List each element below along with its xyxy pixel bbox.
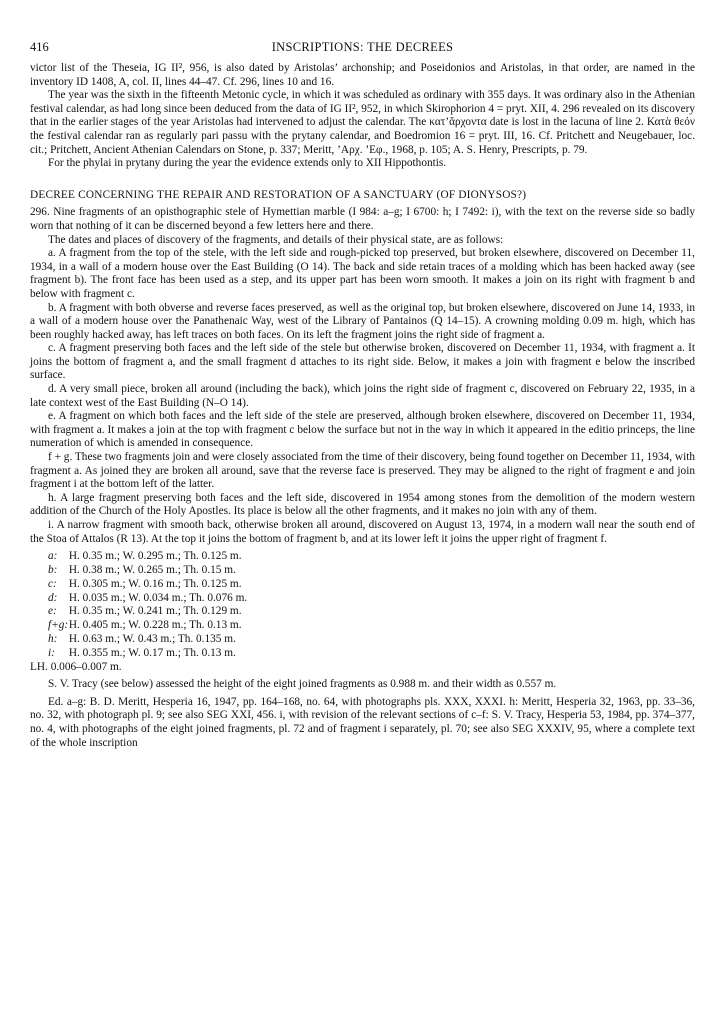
dimensions-list [48, 550, 695, 660]
entry-296-description: 296. Nine fragments of an opisthographic stele of Hymettian marble (I 984: a–g; I 6700: h; I 7492: i), with the text on the reverse side so badly worn that nothing of it can be discerned beyond a few letters here and there. [30, 206, 695, 232]
page [30, 40, 695, 750]
page-header [30, 40, 695, 62]
fragment-d-description: d. A very small piece, broken all around (including the back), which joins the right side of fragment c, discovered on February 22, 1935, in a late context west of the East Building (N–O 14). [30, 383, 695, 409]
intro-paragraph-1: victor list of the Theseia, IG II², 956, is also dated by Aristolas’ archonship; and Poseidonios and Aristolas, in that order, are named in the inventory ID 1408, A, col. II, lines 44–47. Cf. 296, lines 10 and 16. [30, 62, 695, 88]
dimension-row [48, 564, 695, 578]
dimension-row [48, 647, 695, 661]
tracy-assessment: S. V. Tracy (see below) assessed the height of the eight joined fragments as 0.988 m. and their width as 0.557 m. [48, 678, 557, 691]
dimension-label: c: [48, 577, 57, 590]
dimension-label: e: [48, 605, 57, 618]
fragment-a-description: a. A fragment from the top of the stele, with the left side and rough-picked top preserved, but broken elsewhere, discovered on December 11, 1934, in a wall of a modern house over the East Building (O 14). The back and side retain traces of a molding which has been hacked away (see fragment b). The front face has been used as a step, and its upper part has been worn smooth. It makes a join on its right with fragment b and below with fragment c. [30, 247, 695, 300]
fragment-i-description: i. A narrow fragment with smooth back, otherwise broken all around, discovered on August 13, 1974, in a modern wall near the south end of the Stoa of Attalos (R 13). At the top it joins the bottom of fragment b, and at its lower left it joins the upper right of fragment f. [30, 519, 695, 545]
dimension-label: a: [48, 550, 58, 563]
dimension-value: H. 0.405 m.; W. 0.228 m.; Th. 0.13 m. [68, 619, 242, 632]
intro-paragraph-3: For the phylai in prytany during the year the evidence extends only to XII Hippothontis. [48, 157, 447, 170]
dimension-row [48, 550, 695, 564]
dimension-label: i: [48, 646, 55, 659]
dimension-row [48, 619, 695, 633]
dimension-value: H. 0.355 m.; W. 0.17 m.; Th. 0.13 m. [68, 646, 236, 659]
fragment-h-description: h. A large fragment preserving both faces and the left side, discovered in 1954 among stones from the demolition of the modern western addition of the Church of the Holy Apostles. Its place is below all the other fragments, and it makes no join with any of them. [30, 491, 695, 518]
dimension-value: H. 0.63 m.; W. 0.43 m.; Th. 0.135 m. [68, 632, 236, 645]
dimension-label: h: [48, 632, 58, 645]
dimension-label: b: [48, 563, 58, 576]
fragment-b-description: b. A fragment with both obverse and reverse faces preserved, as well as the original top, but broken elsewhere, discovered on June 14, 1933, in a wall of a modern house over the Panathenaic Way, west of the Library of Pantainos (Q 14–15). A crowning molding 0.09 m. high, which has been roughly hacked away, has left traces on both faces. On its left the fragment joins the right side of fragment a. [30, 301, 695, 341]
dimension-row [48, 633, 695, 647]
section-heading: DECREE CONCERNING THE REPAIR AND RESTORATION OF A SANCTUARY (OF DIONYSOS?) [30, 188, 527, 201]
dimension-label: d: [48, 591, 58, 604]
dimension-row [48, 578, 695, 592]
fragment-fg-description: f + g. These two fragments join and were closely associated from the time of their discovery, being found together on December 11, 1934, with fragment a. As joined they are broken all around, save that the reverse face is preserved. They may be aligned to the right of fragment e and join fragment i at the bottom left of the latter. [30, 451, 695, 491]
dimension-value: H. 0.35 m.; W. 0.241 m.; Th. 0.129 m. [68, 605, 242, 618]
fragment-c-description: c. A fragment preserving both faces and the left side of the stele but otherwise broken, discovered on December 11, 1934, with fragment a. It joins the bottom of fragment a, and the small fragment d attaches to its right side. Below, it makes a join with fragment e below the inscribed surface. [30, 342, 695, 382]
dimension-row [48, 605, 695, 619]
dimension-row [48, 592, 695, 606]
editions-paragraph: Ed. a–g: B. D. Meritt, Hesperia 16, 1947, pp. 164–168, no. 64, with photographs pls. XXX, XXXI. h: Meritt, Hesperia 32, 1963, pp. 33–36, no. 32, with photograph pl. 9; see also SEG XXI, 456. i, with revision of the relevant sections of c–f: S. V. Tracy, Hesperia 53, 1984, pp. 374–377, no. 4, with photographs of the eight joined fragments, pl. 72 and of fragment i separately, pl. 70; see also SEG XXXIV, 95, where a complete text of the whole inscription [30, 695, 695, 749]
dimension-label: f+g: [48, 619, 69, 632]
intro-paragraph-2: The year was the sixth in the fifteenth Metonic cycle, in which it was scheduled as ordinary with 355 days. It was ordinary also in the Athenian festival calendar, as had long since been deduced from the data of IG II², 952, in which Skirophorion 4 = pryt. XII, 4. 296 revealed on its discovery that in the earlier stages of the year Aristolas had intervened to adjust the calendar. The κατ’ἄρχοντα date is lost in the lacuna of line 2. Κατὰ θεόν the festival calendar ran as regularly pari passu with the prytany calendar, and Boedromion 16 = pryt. III, 16. Cf. Pritchett and Neugebauer, loc. cit.; Pritchett, Ancient Athenian Calendars on Stone, p. 337; Meritt, ’Αρχ. ’Εφ., 1968, p. 105; A. S. Henry, Prescripts, p. 79. [30, 89, 695, 156]
dimension-value: H. 0.35 m.; W. 0.295 m.; Th. 0.125 m. [68, 550, 242, 563]
fragment-e-description: e. A fragment on which both faces and the left side of the stele are preserved, although broken elsewhere, discovered on December 11, 1934, with fragment a. It makes a join at the top with fragment c below the surface but not in the way in which it appeared in the editio princeps, the line numeration of which is amended in consequence. [30, 410, 695, 450]
dimension-value: H. 0.305 m.; W. 0.16 m.; Th. 0.125 m. [68, 577, 242, 590]
dimension-value: H. 0.035 m.; W. 0.034 m.; Th. 0.076 m. [68, 591, 248, 604]
running-title: INSCRIPTIONS: THE DECREES [271, 40, 454, 54]
dimension-value: H. 0.38 m.; W. 0.265 m.; Th. 0.15 m. [68, 563, 236, 576]
body-text [30, 62, 695, 750]
page-number: 416 [30, 40, 49, 54]
letter-height: LH. 0.006–0.007 m. [30, 660, 122, 673]
discovery-intro: The dates and places of discovery of the fragments, and details of their physical state, are as follows: [48, 233, 504, 246]
